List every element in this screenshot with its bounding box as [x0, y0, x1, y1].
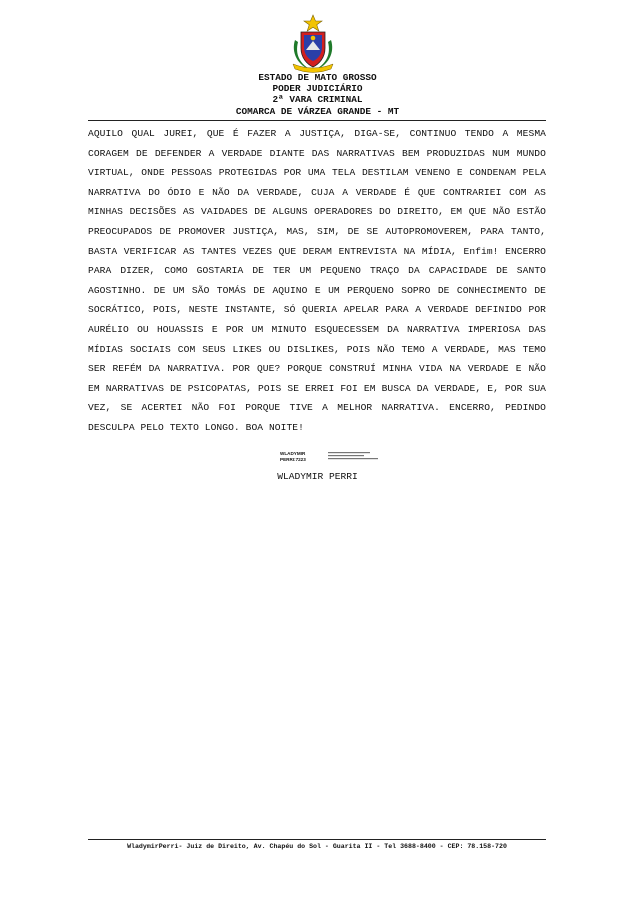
header-divider	[88, 120, 546, 121]
digital-signature-stamp	[270, 451, 390, 467]
signature-name-line2: PERRI:7223	[280, 457, 306, 462]
signature-stamp-name	[280, 451, 320, 463]
signature-detail-lines-icon	[328, 451, 388, 465]
signature-name-line1: WLADYMIR	[280, 451, 306, 456]
header-district: COMARCA DE VÁRZEA GRANDE - MT	[235, 105, 400, 117]
document-body: AQUILO QUAL JUREI, QUE É FAZER A JUSTIÇA, DIGA-SE, CONTINUO TENDO A MESMA CORAGEM DE DEFENDER A VERDADE DIANTE DAS NARRATIVAS BEM PRODUZIDAS NUM MUNDO VIRTUAL, ONDE PESSOAS PROTEGIDAS POR UMA TELA DESTILAM VENENO E CONDENAM PELA NARRATIVA DO ÓDIO E NÃO DA VERDADE, CUJA A VERDADE É QUE CONTRARIEI COM AS MINHAS DECISÕES AS VAIDADES DE ALGUNS OPERADORES DO DIREITO, EM QUE NÃO ESTÃO PREOCUPADOS DE PROMOVER JUSTIÇA, MAS, SIM, DE SE AUTOPROMOVEREM, PARA TANTO, BASTA VERIFICAR AS TANTES VEZES QUE DERAM ENTREVISTA NA MÍDIA, Enfim! ENCERRO PARA DIZER, COMO GOSTARIA DE TER UM PEQUENO TRAÇO DA CAPACIDADE DE SANTO AGOSTINHO. DE UM SÃO TOMÁS DE AQUINO E UM PERQUENO SOPRO DE CONHECIMENTO DE SOCRÁTICO, POIS, NESTE INSTANTE, SÓ QUERIA APELAR PARA A VERDADE DEFINIDO POR AURÉLIO OU HOUASSIS E POR UM MINUTO ESQUECESSEM DA NARRATIVA IMPERIOSA DAS MÍDIAS SOCIAIS COM SEUS LIKES OU DISLIKES, POIS NÃO TEMO A VERDADE, MAS TEMO SER REFÉM DA NARRATIVA. POR QUE? PORQUE CONSTRUÍ MINHA VIDA NA VERDADE E NÃO EM NARRATIVAS DE PSICOPATAS, POIS SE ERREI FOI EM BUSCA DA VERDADE, E, POR SUA VEZ, SE ACERTEI NÃO FOI PORQUE TIVE A MELHOR NARRATIVA. ENCERRO, PEDINDO DESCULPA PELO TEXTO LONGO. BOA NOITE!	[88, 128, 546, 433]
signer-name: WLADYMIR PERRI	[277, 471, 358, 482]
page-footer: WladymirPerri- Juiz de Direito, Av. Chapéu do Sol - Guarita II - Tel 3688-8400 - CEP: 78.158-720	[127, 843, 507, 850]
court-header	[0, 72, 635, 117]
coat-of-arms-icon	[285, 14, 341, 74]
footer-divider	[88, 839, 546, 840]
header-court: 2ª VARA CRIMINAL	[272, 94, 363, 106]
header-state: ESTADO DE MATO GROSSO	[258, 72, 377, 83]
header-power: PODER JUDICIÁRIO	[272, 83, 363, 95]
